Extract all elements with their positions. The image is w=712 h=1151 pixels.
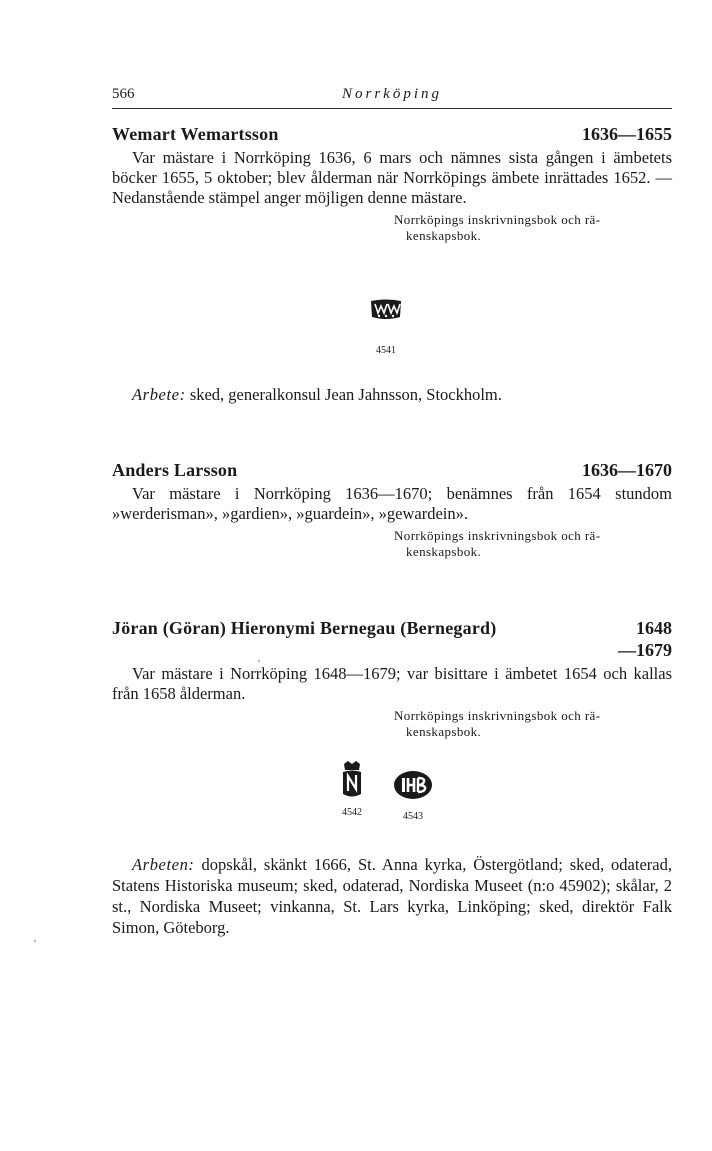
biography-text: Var mästare i Norrköping 1636—1670; benämnes från 1654 stundom »werderisman», »gardien», »guardein», »gewardein». [112, 484, 672, 523]
town-mark-crowned-n-icon [339, 760, 365, 800]
biography-text: Var mästare i Norrköping 1636, 6 mars och nämnes sista gången i ämbetets böcker 1655, 5 oktober; blev ålderman när Norrköpings ämbete inrättades 1652. — Nedanstående stämpel anger möjligen denne mästare. [112, 148, 672, 207]
maker-mark-figure [390, 770, 436, 822]
source-line: kenskapsbok. [406, 724, 482, 739]
source-citation [394, 708, 672, 740]
source-line: Norrköpings inskrivningsbok och rä- [394, 708, 601, 723]
maker-name: Wemart Wemartsson [112, 124, 279, 144]
running-head [112, 84, 672, 109]
source-citation [394, 212, 672, 244]
entry-heading [112, 124, 672, 148]
page [112, 84, 672, 937]
print-speck [34, 940, 36, 942]
mark-number: 4541 [376, 345, 396, 356]
source-citation [394, 528, 672, 560]
source-line: Norrköpings inskrivningsbok och rä- [394, 528, 601, 543]
maker-name: Jöran (Göran) Hieronymi Bernegau (Bernegard) [112, 618, 497, 638]
entry-anders-larsson [112, 460, 672, 560]
entry-heading [112, 460, 672, 484]
hallmark-ihb-icon [393, 770, 433, 800]
page-number: 566 [112, 86, 135, 102]
active-years: 1636—1670 [582, 460, 672, 480]
mark-number: 4543 [403, 811, 423, 822]
entry-joran-bernegau [112, 618, 672, 740]
hallmark-figure [366, 298, 406, 356]
works-paragraph [112, 854, 672, 938]
works-label: Arbete: [132, 385, 186, 404]
entry-heading [112, 618, 672, 664]
source-line: kenskapsbok. [406, 228, 482, 243]
print-speck [258, 660, 260, 662]
source-line: Norrköpings inskrivningsbok och rä- [394, 212, 601, 227]
running-title: Norrköping [341, 86, 442, 102]
active-years: 1636—1655 [582, 124, 672, 144]
works-label: Arbeten: [132, 855, 195, 874]
works-text: dopskål, skänkt 1666, St. Anna kyrka, Östergötland; sked, odaterad, Statens Historiska museum; sked, odaterad, Nordiska Museet (n:o 45902); skålar, 2 st., Nordiska Museet; vinkanna, St. Lars kyrka, Linköping; sked, direktör Falk Simon, Göteborg. [112, 855, 672, 937]
entry-wemart-wemartsson [112, 124, 672, 244]
town-mark-figure [332, 760, 372, 818]
mark-number: 4542 [342, 807, 362, 818]
active-years-start: 1648 [636, 618, 672, 638]
works-text: sked, generalkonsul Jean Jahnsson, Stockholm. [189, 385, 502, 404]
active-years-end: —1679 [618, 640, 672, 660]
works-paragraph [112, 384, 672, 405]
hallmark-wmw-icon [369, 298, 403, 322]
biography-text: Var mästare i Norrköping 1648—1679; var bisittare i ämbetet 1654 och kallas från 1658 ålderman. [112, 664, 672, 703]
maker-name: Anders Larsson [112, 460, 238, 480]
source-line: kenskapsbok. [406, 544, 482, 559]
